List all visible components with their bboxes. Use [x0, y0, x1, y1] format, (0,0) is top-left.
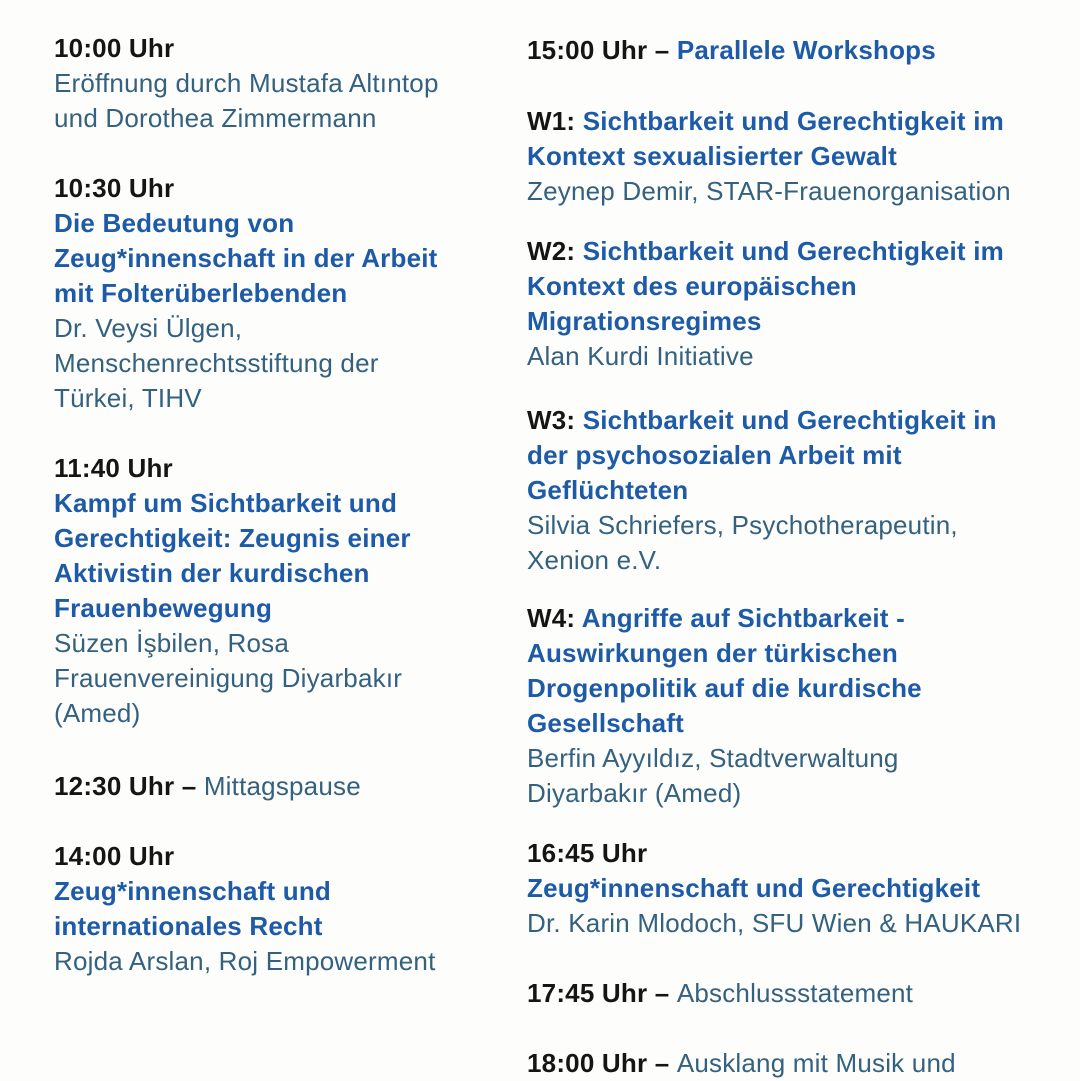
- speaker-text: Türkei, TIHV: [54, 383, 202, 413]
- time-text: 16:45 Uhr: [527, 838, 648, 868]
- schedule-item: [527, 601, 922, 811]
- session-title-text: der psychosozialen Arbeit mit: [527, 440, 902, 470]
- schedule-line: [54, 241, 438, 276]
- schedule-line: [527, 543, 997, 578]
- schedule-line: [54, 101, 439, 136]
- schedule-line: [527, 139, 1011, 174]
- schedule-line: [527, 104, 1011, 139]
- schedule-line: [527, 871, 1021, 906]
- session-title-text: Auswirkungen der türkischen: [527, 638, 898, 668]
- schedule-item: [54, 769, 361, 804]
- schedule-line: [527, 636, 922, 671]
- time-text: W4:: [527, 603, 582, 633]
- schedule-line: [527, 601, 922, 636]
- speaker-text: Dr. Veysi Ülgen,: [54, 313, 243, 343]
- schedule-line: [54, 311, 438, 346]
- session-title-text: Die Bedeutung von: [54, 208, 295, 238]
- time-text: 10:00 Uhr: [54, 33, 175, 63]
- session-title-text: Sichtbarkeit und Gerechtigkeit im: [582, 236, 1004, 266]
- session-title-text: Migrationsregimes: [527, 306, 762, 336]
- speaker-text: Menschenrechtsstiftung der: [54, 348, 379, 378]
- schedule-line: [54, 696, 411, 731]
- schedule-item: [54, 171, 438, 416]
- speaker-text: Berfin Ayyıldız, Stadtverwaltung: [527, 743, 899, 773]
- speaker-text: Frauenvereinigung Diyarbakır: [54, 663, 403, 693]
- schedule-line: [54, 381, 438, 416]
- time-text: 14:00 Uhr: [54, 841, 175, 871]
- schedule-line: [527, 304, 1004, 339]
- schedule-line: [527, 706, 922, 741]
- schedule-line: [54, 661, 411, 696]
- schedule-item: [527, 976, 913, 1011]
- session-title-text: Angriffe auf Sichtbarkeit -: [581, 603, 905, 633]
- speaker-text: Zeynep Demir, STAR-Frauenorganisation: [527, 176, 1011, 206]
- schedule-line: [527, 174, 1011, 209]
- schedule-line: [527, 508, 997, 543]
- schedule-line: [527, 836, 1021, 871]
- speaker-text: Diyarbakır (Amed): [527, 778, 742, 808]
- session-title-text: Sichtbarkeit und Gerechtigkeit im: [582, 106, 1004, 136]
- time-text: 11:40 Uhr: [54, 453, 173, 483]
- schedule-line: [527, 776, 922, 811]
- session-title-text: mit Folterüberlebenden: [54, 278, 348, 308]
- session-title-text: Zeug*innenschaft in der Arbeit: [54, 243, 438, 273]
- schedule-line: [527, 976, 913, 1011]
- schedule-item: [54, 31, 439, 136]
- schedule-line: [54, 31, 439, 66]
- session-title-text: Frauenbewegung: [54, 593, 273, 623]
- schedule-line: [54, 206, 438, 241]
- schedule-line: [527, 906, 1021, 941]
- time-text: W2:: [527, 236, 583, 266]
- schedule-line: [54, 346, 438, 381]
- schedule-line: [527, 339, 1004, 374]
- session-title-text: Gerechtigkeit: Zeugnis einer: [54, 523, 411, 553]
- speaker-text: Rojda Arslan, Roj Empowerment: [54, 946, 436, 976]
- schedule-line: [54, 556, 411, 591]
- schedule-item: [54, 839, 436, 979]
- session-title-text: Drogenpolitik auf die kurdische: [527, 673, 922, 703]
- speaker-text: Xenion e.V.: [527, 545, 662, 575]
- speaker-text: Dr. Karin Mlodoch, SFU Wien & HAUKARI: [527, 908, 1022, 938]
- schedule-line: [527, 403, 997, 438]
- schedule-item: [527, 234, 1004, 374]
- schedule-line: [527, 741, 922, 776]
- session-title-text: Sichtbarkeit und Gerechtigkeit in: [582, 405, 997, 435]
- schedule-line: [527, 33, 936, 68]
- schedule-line: [527, 234, 1004, 269]
- schedule-line: [54, 839, 436, 874]
- schedule-line: [527, 438, 997, 473]
- schedule-item: [527, 1046, 956, 1081]
- schedule-item: [527, 33, 936, 68]
- session-title-text: Gesellschaft: [527, 708, 685, 738]
- schedule-item: [527, 104, 1011, 209]
- time-text: W3:: [527, 405, 583, 435]
- schedule-item: [527, 403, 997, 578]
- speaker-text: Ausklang mit Musik und: [676, 1048, 956, 1078]
- session-title-text: Kampf um Sichtbarkeit und: [54, 488, 398, 518]
- session-title-text: Zeug*innenschaft und: [54, 876, 331, 906]
- speaker-text: Abschlussstatement: [676, 978, 914, 1008]
- session-title-text: Kontext des europäischen: [527, 271, 857, 301]
- schedule-line: [54, 591, 411, 626]
- schedule-line: [54, 874, 436, 909]
- speaker-text: und Dorothea Zimmermann: [54, 103, 377, 133]
- schedule-line: [527, 473, 997, 508]
- schedule-line: [54, 276, 438, 311]
- schedule-line: [527, 671, 922, 706]
- speaker-text: (Amed): [54, 698, 141, 728]
- speaker-text: Eröffnung durch Mustafa Altıntop: [54, 68, 439, 98]
- session-title-text: Kontext sexualisierter Gewalt: [527, 141, 897, 171]
- schedule-line: [54, 944, 436, 979]
- schedule-line: [54, 451, 411, 486]
- session-title-text: Geflüchteten: [527, 475, 689, 505]
- schedule-line: [54, 521, 411, 556]
- schedule-item: [527, 836, 1021, 941]
- schedule-line: [54, 486, 411, 521]
- schedule-line: [54, 171, 438, 206]
- schedule-line: [527, 1046, 956, 1081]
- time-text: 15:00 Uhr –: [527, 35, 677, 65]
- speaker-text: Süzen İşbilen, Rosa: [54, 628, 290, 658]
- schedule-line: [54, 626, 411, 661]
- session-title-text: internationales Recht: [54, 911, 323, 941]
- schedule-item: [54, 451, 411, 731]
- schedule-line: [54, 769, 361, 804]
- time-text: 12:30 Uhr –: [54, 771, 204, 801]
- time-text: 17:45 Uhr –: [527, 978, 677, 1008]
- speaker-text: Silvia Schriefers, Psychotherapeutin,: [527, 510, 958, 540]
- schedule-line: [54, 66, 439, 101]
- speaker-text: Mittagspause: [203, 771, 361, 801]
- session-title-text: Aktivistin der kurdischen: [54, 558, 370, 588]
- time-text: W1:: [527, 106, 583, 136]
- schedule-line: [54, 909, 436, 944]
- schedule-line: [527, 269, 1004, 304]
- time-text: 10:30 Uhr: [54, 173, 175, 203]
- speaker-text: Alan Kurdi Initiative: [527, 341, 754, 371]
- session-title-text: Parallele Workshops: [676, 35, 936, 65]
- session-title-text: Zeug*innenschaft und Gerechtigkeit: [527, 873, 981, 903]
- time-text: 18:00 Uhr –: [527, 1048, 677, 1078]
